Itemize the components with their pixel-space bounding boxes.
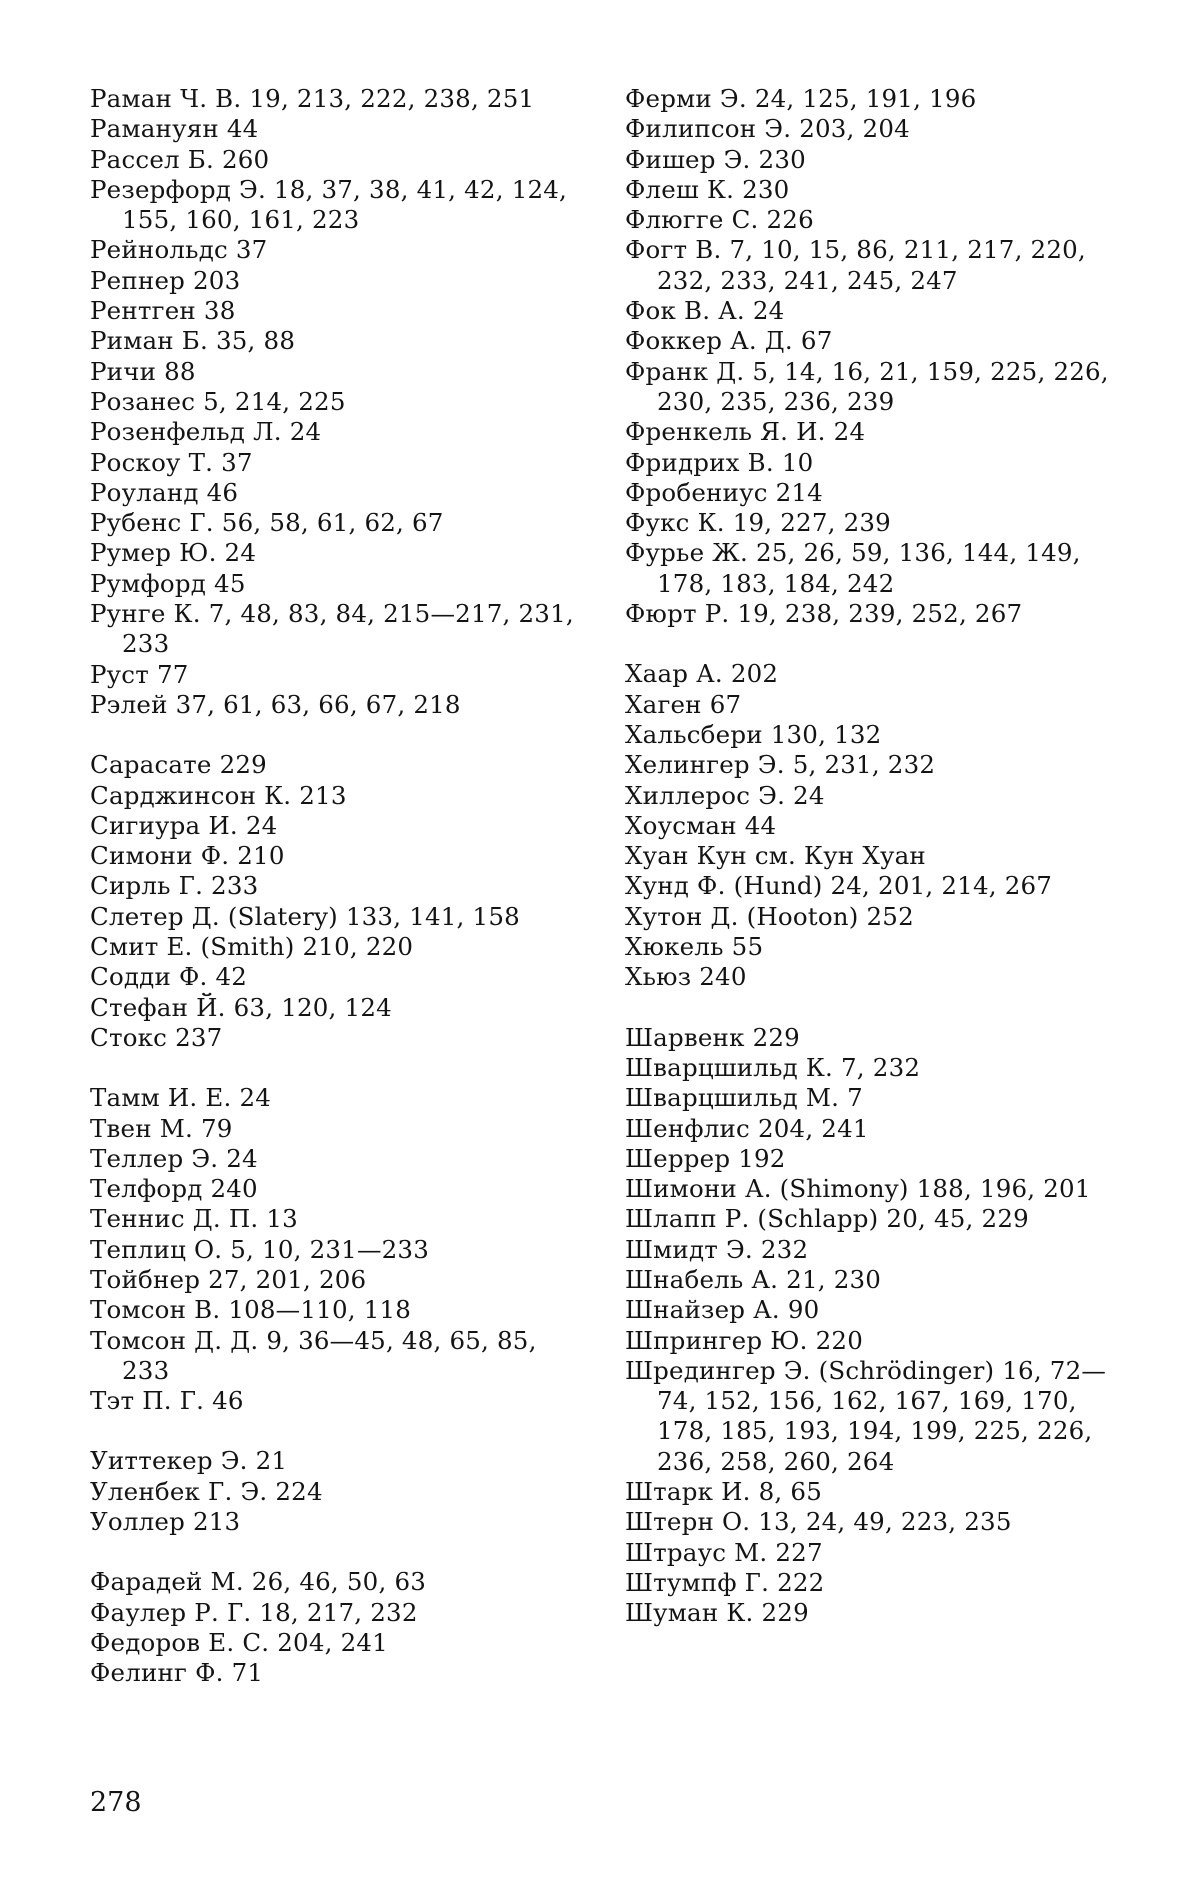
index-entry: Теннис Д. П. 13 xyxy=(90,1204,298,1234)
index-entry: Твен М. 79 xyxy=(90,1113,233,1143)
index-entry: Фаулер Р. Г. 18, 217, 232 xyxy=(90,1597,418,1627)
index-entry: Хиллерос Э. 24 xyxy=(625,780,825,810)
index-entry: Хелингер Э. 5, 231, 232 xyxy=(625,750,936,780)
index-entry: Сирль Г. 233 xyxy=(90,871,259,901)
index-entry: Филипсон Э. 203, 204 xyxy=(625,114,910,144)
index-entry: Фукс К. 19, 227, 239 xyxy=(625,508,891,538)
index-entry: Шварцшильд М. 7 xyxy=(625,1083,863,1113)
index-entry: Рассел Б. 260 xyxy=(90,144,270,174)
index-entry: Шредингер Э. (Schrödinger) 16, 72—74, 152, 156, 162, 167, 169, 170, 178, 185, 193, 194, 199, 225, 226, 236, 258, 260, 264 xyxy=(625,1355,1107,1476)
index-entry: Уленбек Г. Э. 224 xyxy=(90,1476,323,1506)
index-entry: Шмидт Э. 232 xyxy=(625,1234,809,1264)
index-entry: Румфорд 45 xyxy=(90,568,246,598)
index-entry: Теллер Э. 24 xyxy=(90,1143,258,1173)
index-entry: Тойбнер 27, 201, 206 xyxy=(90,1264,367,1294)
index-entry: Томсон В. 108—110, 118 xyxy=(90,1295,412,1325)
index-entry: Хуан Кун см. Кун Хуан xyxy=(625,841,926,871)
index-letter-group xyxy=(90,1083,590,1416)
index-entry: Фюрт Р. 19, 238, 239, 252, 267 xyxy=(625,599,1023,629)
index-entry: Тэт П. Г. 46 xyxy=(90,1386,244,1416)
index-entry: Тамм И. Е. 24 xyxy=(90,1083,272,1113)
index-entry: Риман Б. 35, 88 xyxy=(90,326,296,356)
index-entry: Флеш К. 230 xyxy=(625,174,790,204)
page-number: 278 xyxy=(90,1787,142,1818)
index-entry: Рейнольдс 37 xyxy=(90,235,268,265)
index-entry: Фурье Ж. 25, 26, 59, 136, 144, 149, 178, 183, 184, 242 xyxy=(625,538,1081,598)
index-entry: Сарджинсон К. 213 xyxy=(90,780,347,810)
index-letter-group xyxy=(90,84,590,720)
index-entry: Штраус М. 227 xyxy=(625,1537,823,1567)
index-entry: Хаген 67 xyxy=(625,689,742,719)
index-entry: Фридрих В. 10 xyxy=(625,447,814,477)
index-entry: Хюкель 55 xyxy=(625,932,764,962)
index-entry: Фарадей М. 26, 46, 50, 63 xyxy=(90,1567,427,1597)
index-entry: Сарасате 229 xyxy=(90,750,267,780)
index-entry: Роскоу Т. 37 xyxy=(90,447,253,477)
index-entry: Шарвенк 229 xyxy=(625,1022,800,1052)
index-entry: Шенфлис 204, 241 xyxy=(625,1113,869,1143)
index-letter-group xyxy=(90,1567,590,1688)
index-entry: Штерн О. 13, 24, 49, 223, 235 xyxy=(625,1507,1012,1537)
index-entry: Шуман К. 229 xyxy=(625,1598,809,1628)
index-entry: Штумпф Г. 222 xyxy=(625,1567,825,1597)
index-entry: Фоккер А. Д. 67 xyxy=(625,326,833,356)
index-entry: Томсон Д. Д. 9, 36—45, 48, 65, 85, 233 xyxy=(90,1325,537,1385)
index-entry: Фок В. А. 24 xyxy=(625,296,785,326)
index-entry: Рэлей 37, 61, 63, 66, 67, 218 xyxy=(90,689,461,719)
index-entry: Слетер Д. (Slatery) 133, 141, 158 xyxy=(90,901,520,931)
index-entry: Стокс 237 xyxy=(90,1022,223,1052)
index-entry: Фишер Э. 230 xyxy=(625,144,806,174)
index-entry: Резерфорд Э. 18, 37, 38, 41, 42, 124, 155, 160, 161, 223 xyxy=(90,174,568,235)
index-letter-group xyxy=(625,84,1125,629)
index-entry: Уоллер 213 xyxy=(90,1507,241,1537)
index-letter-group xyxy=(90,1446,590,1537)
index-letter-group xyxy=(90,750,590,1053)
index-entry: Шимони А. (Shimony) 188, 196, 201 xyxy=(625,1174,1091,1204)
index-entry: Рeпнер 203 xyxy=(90,265,241,295)
index-entry: Симони Ф. 210 xyxy=(90,841,285,871)
index-entry: Фелинг Ф. 71 xyxy=(90,1658,264,1688)
index-entry: Телфорд 240 xyxy=(90,1174,258,1204)
index-entry: Рунге К. 7, 48, 83, 84, 215—217, 231, 233 xyxy=(90,599,574,659)
index-entry: Теплиц О. 5, 10, 231—233 xyxy=(90,1234,430,1264)
index-entry: Шнабель А. 21, 230 xyxy=(625,1264,882,1294)
index-entry: Сигиура И. 24 xyxy=(90,810,278,840)
index-entry: Флюгге С. 226 xyxy=(625,205,814,235)
index-column-left xyxy=(90,84,590,1689)
index-entry: Стефан Й. 63, 120, 124 xyxy=(90,992,392,1022)
index-entry: Рентген 38 xyxy=(90,296,236,326)
index-entry: Роуланд 46 xyxy=(90,477,239,507)
index-column-right xyxy=(625,84,1125,1629)
index-entry: Шнайзер А. 90 xyxy=(625,1295,820,1325)
index-entry: Рамануян 44 xyxy=(90,114,259,144)
index-entry: Хоусман 44 xyxy=(625,810,777,840)
index-entry: Хальсбери 130, 132 xyxy=(625,719,882,749)
index-entry: Шпрингер Ю. 220 xyxy=(625,1325,864,1355)
index-letter-group xyxy=(625,1023,1125,1629)
index-letter-group xyxy=(625,659,1125,992)
index-entry: Франк Д. 5, 14, 16, 21, 159, 225, 226, 230, 235, 236, 239 xyxy=(625,356,1109,416)
index-entry: Раман Ч. В. 19, 213, 222, 238, 251 xyxy=(90,84,535,113)
index-entry: Федоров Е. С. 204, 241 xyxy=(90,1627,388,1657)
index-entry: Розенфельд Л. 24 xyxy=(90,417,322,447)
index-entry: Рубенс Г. 56, 58, 61, 62, 67 xyxy=(90,508,444,538)
index-entry: Розанес 5, 214, 225 xyxy=(90,386,346,416)
index-entry: Руст 77 xyxy=(90,659,189,689)
index-entry: Хаар А. 202 xyxy=(625,659,779,689)
index-entry: Фробениус 214 xyxy=(625,477,823,507)
index-entry: Хутон Д. (Hooton) 252 xyxy=(625,901,914,931)
index-entry: Френкель Я. И. 24 xyxy=(625,417,866,447)
index-entry: Шварцшильд К. 7, 232 xyxy=(625,1052,921,1082)
index-entry: Штарк И. 8, 65 xyxy=(625,1477,822,1507)
index-entry: Ферми Э. 24, 125, 191, 196 xyxy=(625,84,977,113)
index-entry: Смит Е. (Smith) 210, 220 xyxy=(90,932,414,962)
index-entry: Шлапп Р. (Schlapp) 20, 45, 229 xyxy=(625,1204,1029,1234)
index-entry: Шеррер 192 xyxy=(625,1143,786,1173)
index-entry: Ричи 88 xyxy=(90,356,196,386)
index-entry: Содди Ф. 42 xyxy=(90,962,248,992)
index-entry: Хьюз 240 xyxy=(625,962,747,992)
index-entry: Румер Ю. 24 xyxy=(90,538,257,568)
index-entry: Хунд Ф. (Hund) 24, 201, 214, 267 xyxy=(625,871,1053,901)
index-entry: Уиттекер Э. 21 xyxy=(90,1446,288,1476)
index-entry: Фогт В. 7, 10, 15, 86, 211, 217, 220, 232, 233, 241, 245, 247 xyxy=(625,235,1086,295)
